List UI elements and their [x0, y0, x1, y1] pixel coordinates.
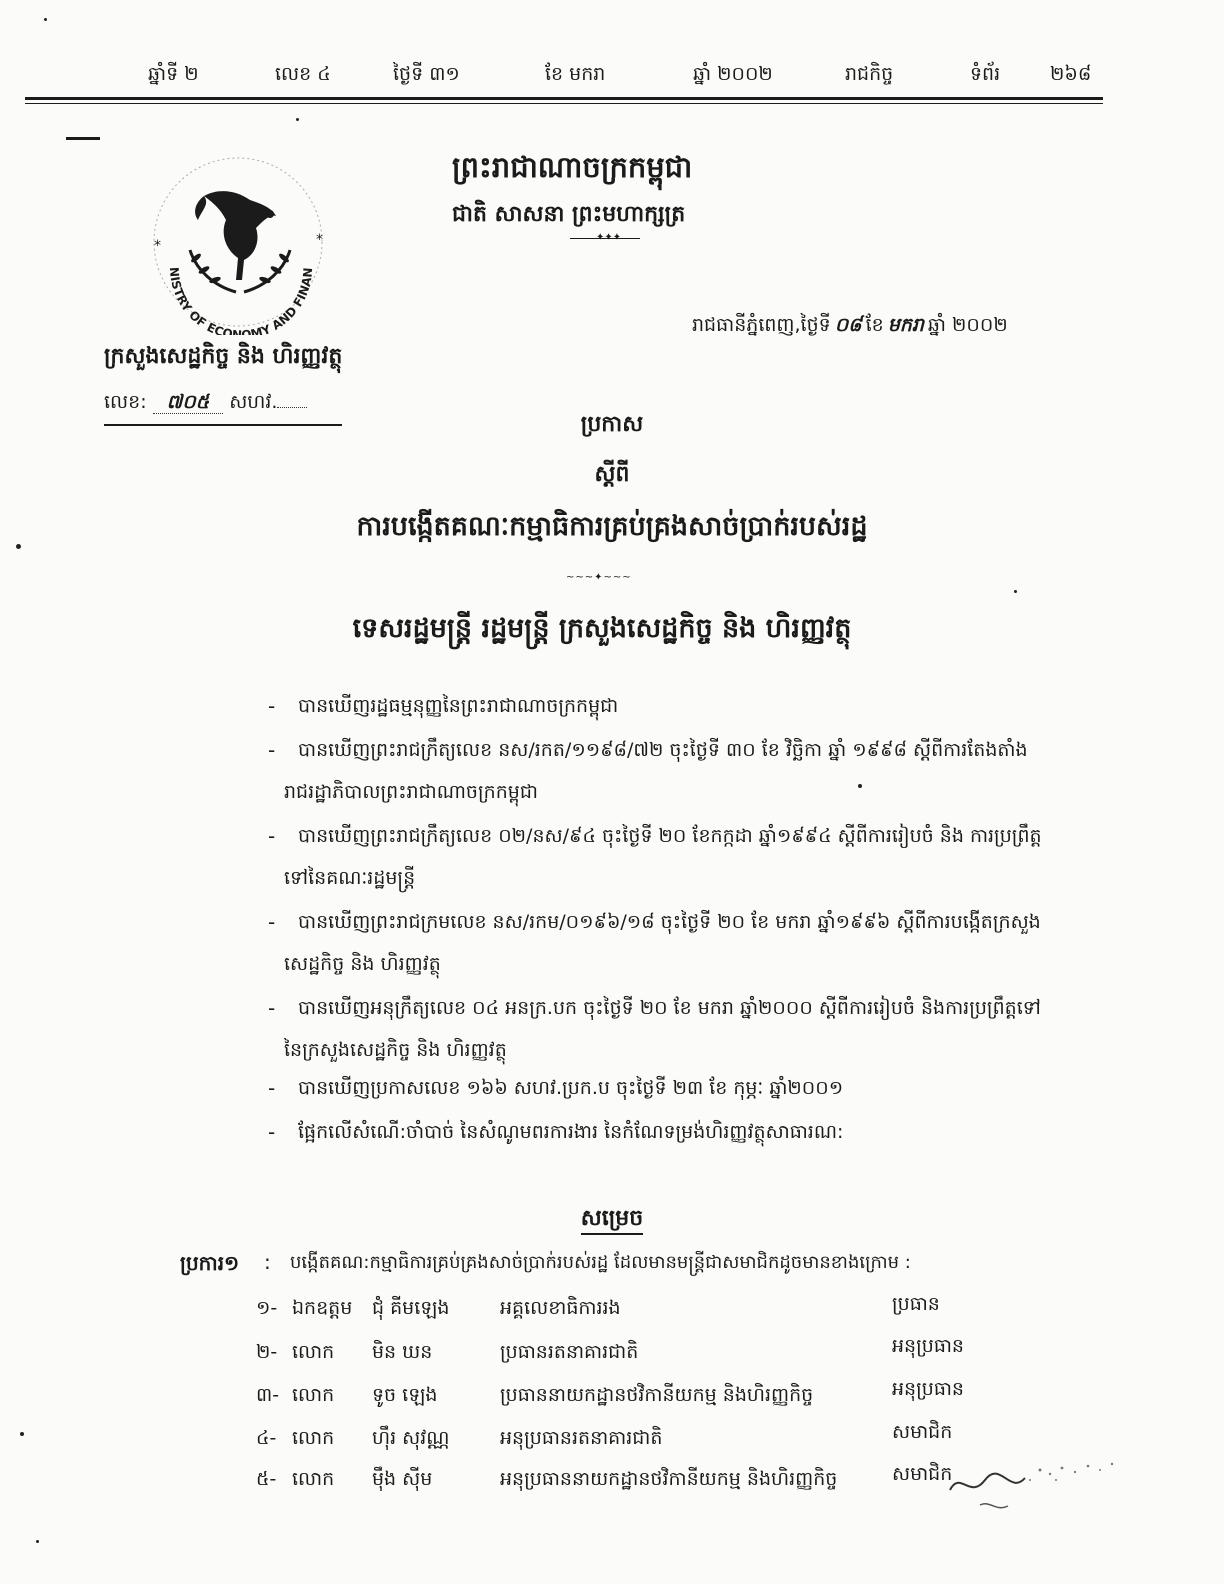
svg-text:*: *: [316, 232, 323, 248]
ministry-seal: [140, 150, 325, 335]
doc-type: ប្រកាស: [580, 412, 644, 437]
handwritten-mark-icon: [930, 1450, 1130, 1520]
header-rule-thin: [25, 103, 1103, 104]
member-role: សមាជិក: [892, 1463, 953, 1485]
member-name: ជុំ គីមឡេង: [372, 1297, 450, 1319]
gazette-issue-number: លេខ ៤: [275, 63, 331, 85]
header-rule: [25, 97, 1103, 100]
member-position: អនុប្រធាននាយកដ្ឋានថវិកានីយកម្ម និងហិរញ្ញកិច្ច: [500, 1468, 838, 1490]
scan-speck: [36, 1540, 39, 1543]
preamble-item-cont: រាជរដ្ឋាភិបាលព្រះរាជាណាចក្រកម្ពុជា: [284, 781, 538, 803]
member-honorific: ឯកឧត្តម: [292, 1297, 353, 1319]
doc-about: ស្តីពី: [594, 462, 630, 487]
date-prefix: រាជធានីភ្នំពេញ,ថ្ងៃទី: [692, 314, 831, 336]
seal-icon: [140, 150, 325, 335]
ref-suffix: សហវ.: [229, 391, 278, 413]
preamble-item: បានឃើញរដ្ឋធម្មនុញ្ញនៃព្រះរាជាណាចក្រកម្ពុជា: [298, 695, 619, 717]
member-number: ៤-: [256, 1427, 277, 1449]
scan-speck: [16, 544, 21, 549]
scan-speck: [1014, 590, 1017, 593]
member-position: ប្រធាននាយកដ្ឋានថវិកានីយកម្ម និងហិរញ្ញកិច្ច: [500, 1384, 814, 1406]
preamble-item: បានឃើញព្រះរាជក្រឹត្យលេខ នស/រកត/១១៩៨/៧២ ចុះថ្ងៃទី ៣០ ខែ វិច្ឆិកា ឆ្នាំ ១៩៩៨ ស្តីពីការតែងតាំង: [298, 739, 1028, 761]
member-number: ៥-: [256, 1468, 277, 1490]
scan-speck: [20, 1432, 24, 1436]
preamble-item: បានឃើញអនុក្រឹត្យលេខ ០៤ អនក្រ.បក ចុះថ្ងៃទី ២០ ខែ មករា ឆ្នាំ២០០០ ស្តីពីការរៀបចំ និងការប្រព្រឹត្តទៅ: [298, 997, 1041, 1019]
scan-speck: [858, 784, 862, 788]
member-position: ប្រធានរតនាគារជាតិ: [500, 1341, 639, 1363]
preamble-item-cont: ទៅនៃគណៈរដ្ឋមន្ត្រី: [284, 867, 416, 889]
gazette-year-label: ឆ្នាំទី ២: [148, 63, 199, 85]
date-month: មករា: [887, 314, 924, 336]
doc-issuer: ទេសរដ្ឋមន្ត្រី រដ្ឋមន្ត្រី ក្រសួងសេដ្ឋកិច្ច និង ហិរញ្ញវត្ថុ: [352, 613, 852, 644]
kingdom-motto: ជាតិ សាសនា ព្រះមហាក្សត្រ: [452, 202, 686, 227]
gazette-page-label: ទំព័រ: [970, 63, 1001, 85]
ministry-name: ក្រសួងសេដ្ឋកិច្ច និង ហិរញ្ញវត្ថុ: [104, 344, 343, 369]
date-line: [692, 313, 1008, 341]
member-name: ហ៊ឹរ សុវណ្ណ: [372, 1427, 450, 1449]
decision-heading-text: សម្រេច: [581, 1206, 643, 1235]
svg-text:*: *: [154, 238, 161, 254]
member-number: ២-: [256, 1341, 278, 1363]
member-position: អគ្គលេខាធិការរង: [500, 1297, 621, 1319]
preamble-item: បានឃើញព្រះរាជក្រមលេខ នស/រកម/០១៩៦/១៨ ចុះថ្ងៃទី ២០ ខែ មករា ឆ្នាំ១៩៩៦ ស្តីពីការបង្កើតក្រសួង: [298, 911, 1041, 933]
member-role: អនុប្រធាន: [892, 1378, 964, 1400]
preamble-item-cont: នៃក្រសួងសេដ្ឋកិច្ច និង ហិរញ្ញវត្ថុ: [284, 1039, 507, 1061]
member-name: ទូច ឡេង: [372, 1384, 438, 1406]
date-year: ឆ្នាំ ២០០២: [927, 314, 1008, 336]
doc-subject: ការបង្កើតគណៈកម្មាធិការគ្រប់គ្រងសាច់ប្រាក់របស់រដ្ឋ: [356, 511, 868, 542]
member-role: ប្រធាន: [892, 1293, 940, 1315]
member-honorific: លោក: [292, 1341, 335, 1363]
scan-speck: [296, 118, 299, 121]
gazette-publication: រាជកិច្ច: [845, 63, 894, 85]
gazette-month: ខែ មករា: [545, 63, 606, 85]
date-month-label: ខែ: [865, 314, 884, 336]
member-name: ម៉ឹង ស៊ីម: [372, 1468, 433, 1490]
member-number: ១-: [256, 1297, 278, 1319]
member-role: សមាជិក: [892, 1421, 953, 1443]
member-honorific: លោក: [292, 1427, 335, 1449]
ref-number: ៧០៥: [153, 391, 224, 414]
article1-text: បង្កើតគណ:កម្មាធិការគ្រប់គ្រងសាច់ប្រាក់របស់រដ្ឋ ដែលមានមន្ត្រីជាសមាជិកដូចមានខាងក្រោម :: [290, 1252, 911, 1273]
subject-ornament: ~~~✦~~~: [566, 572, 632, 583]
preamble-item: ផ្អែកលើសំណើ:ចាំបាច់ នៃសំណូមពរការងារ នៃកំណែទម្រង់ហិរញ្ញវត្ថុសាធារណ:: [298, 1121, 844, 1143]
member-number: ៣-: [256, 1384, 280, 1406]
article1-label: ប្រការ១: [180, 1251, 240, 1275]
decision-heading: [0, 1204, 1224, 1236]
gazette-page-number: ២៦៨: [1050, 63, 1092, 85]
ref-label: លេខ: [104, 391, 141, 413]
member-honorific: លោក: [292, 1468, 335, 1490]
preamble-item: បានឃើញប្រកាសលេខ ១៦៦ សហវ.ប្រក.ប ចុះថ្ងៃទី ២៣ ខែ កុម្ភៈ ឆ្នាំ២០០១: [298, 1077, 844, 1099]
ministry-reference: លេខ: ៧០៥ សហវ.: [104, 390, 342, 426]
member-role: អនុប្រធាន: [892, 1335, 964, 1357]
gazette-year: ឆ្នាំ ២០០២: [693, 63, 773, 85]
preamble-item: បានឃើញព្រះរាជក្រឹត្យលេខ ០២/នស/៩៤ ចុះថ្ងៃទី ២០ ខែកក្កដា ឆ្នាំ១៩៩៤ ស្តីពីការរៀបចំ និង ការប្រព្រឹត្ត: [298, 825, 1042, 847]
seal-text: NISTRY OF ECONOMY AND FINAN: [166, 266, 316, 335]
member-honorific: លោក: [292, 1384, 335, 1406]
kingdom-name: ព្រះរាជាណាចក្រកម្ពុជា: [452, 150, 693, 184]
scan-speck: [44, 18, 47, 21]
motto-ornament-center: ✦✦✦: [596, 232, 622, 243]
preamble-item-cont: សេដ្ឋកិច្ច និង ហិរញ្ញវត្ថុ: [284, 953, 441, 975]
article1-colon: :: [264, 1250, 271, 1274]
member-position: អនុប្រធានរតនាគារជាតិ: [500, 1427, 663, 1449]
member-name: មិន ឃន: [372, 1341, 433, 1363]
date-day: ០៨: [834, 314, 862, 336]
gazette-day: ថ្ងៃទី ៣១: [393, 63, 460, 85]
margin-mark: [66, 137, 100, 140]
